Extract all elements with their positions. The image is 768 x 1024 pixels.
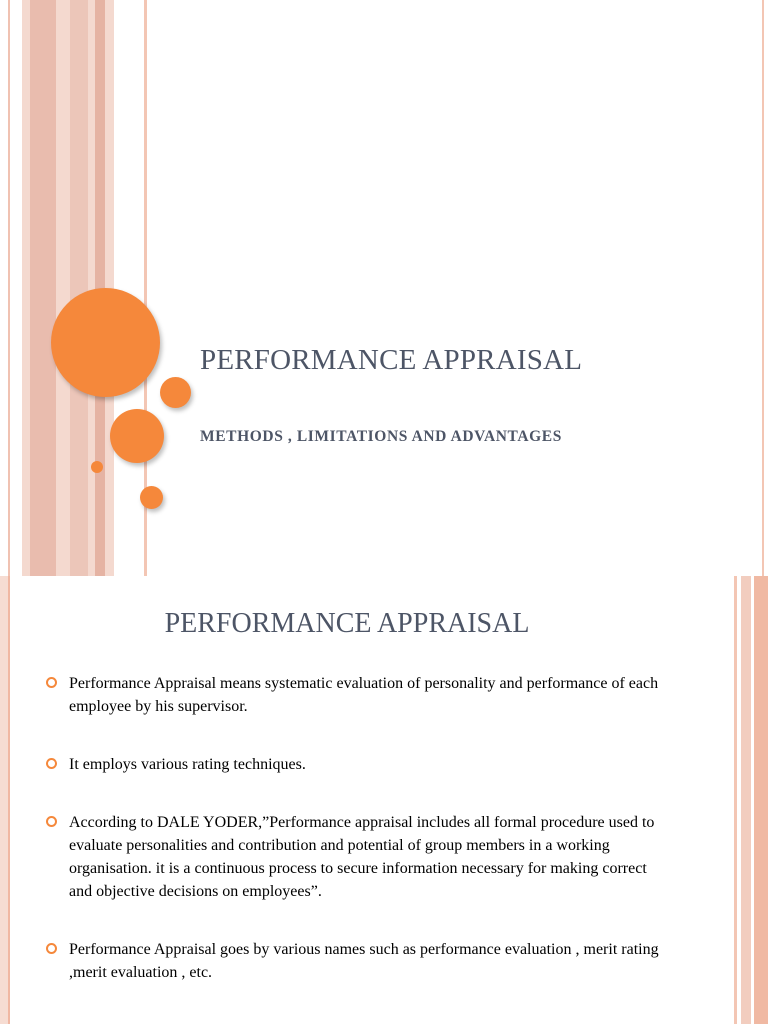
bullet-text: Performance Appraisal means systematic evaluation of personality and performance of each employee by his supervisor. (69, 675, 659, 715)
content-slide (0, 576, 768, 1024)
list-item (46, 672, 666, 718)
decor-circle-small (160, 377, 191, 408)
slide-title: PERFORMANCE APPRAISAL (164, 608, 530, 639)
bullet-text: According to DALE YODER,”Performance appraisal includes all formal procedure used to evaluate personalities and contribution and potential of group members in a working organisation. it is a continuous process to secure information necessary for making correct and objective decisions on employees”. (69, 814, 655, 900)
decor-circle-tiny (91, 461, 103, 473)
decor-stripe (8, 576, 10, 1024)
list-item (46, 811, 666, 903)
decor-stripe (754, 576, 768, 1024)
decor-stripe (30, 0, 56, 576)
bullet-text: Performance Appraisal goes by various names such as performance evaluation , merit rating ,merit evaluation , etc. (69, 941, 659, 981)
bullet-text: It employs various rating techniques. (69, 756, 306, 773)
bullet-circle-icon (46, 816, 57, 827)
decor-stripe (762, 0, 764, 576)
list-item (46, 753, 666, 776)
decor-stripe (734, 576, 737, 1024)
bullet-list (46, 672, 666, 984)
decor-circle-small (140, 486, 163, 509)
decor-stripe (70, 0, 88, 576)
bullet-circle-icon (46, 943, 57, 954)
slide-subtitle: METHODS , LIMITATIONS AND ADVANTAGES (200, 428, 562, 445)
decor-stripe (741, 576, 751, 1024)
decor-circle-medium (110, 409, 164, 463)
slide-title: PERFORMANCE APPRAISAL (200, 344, 583, 376)
bullet-circle-icon (46, 677, 57, 688)
list-item (46, 938, 666, 984)
bullet-circle-icon (46, 758, 57, 769)
decor-stripe (0, 576, 8, 1024)
decor-stripe (8, 0, 10, 576)
decor-circle-large (51, 288, 160, 397)
